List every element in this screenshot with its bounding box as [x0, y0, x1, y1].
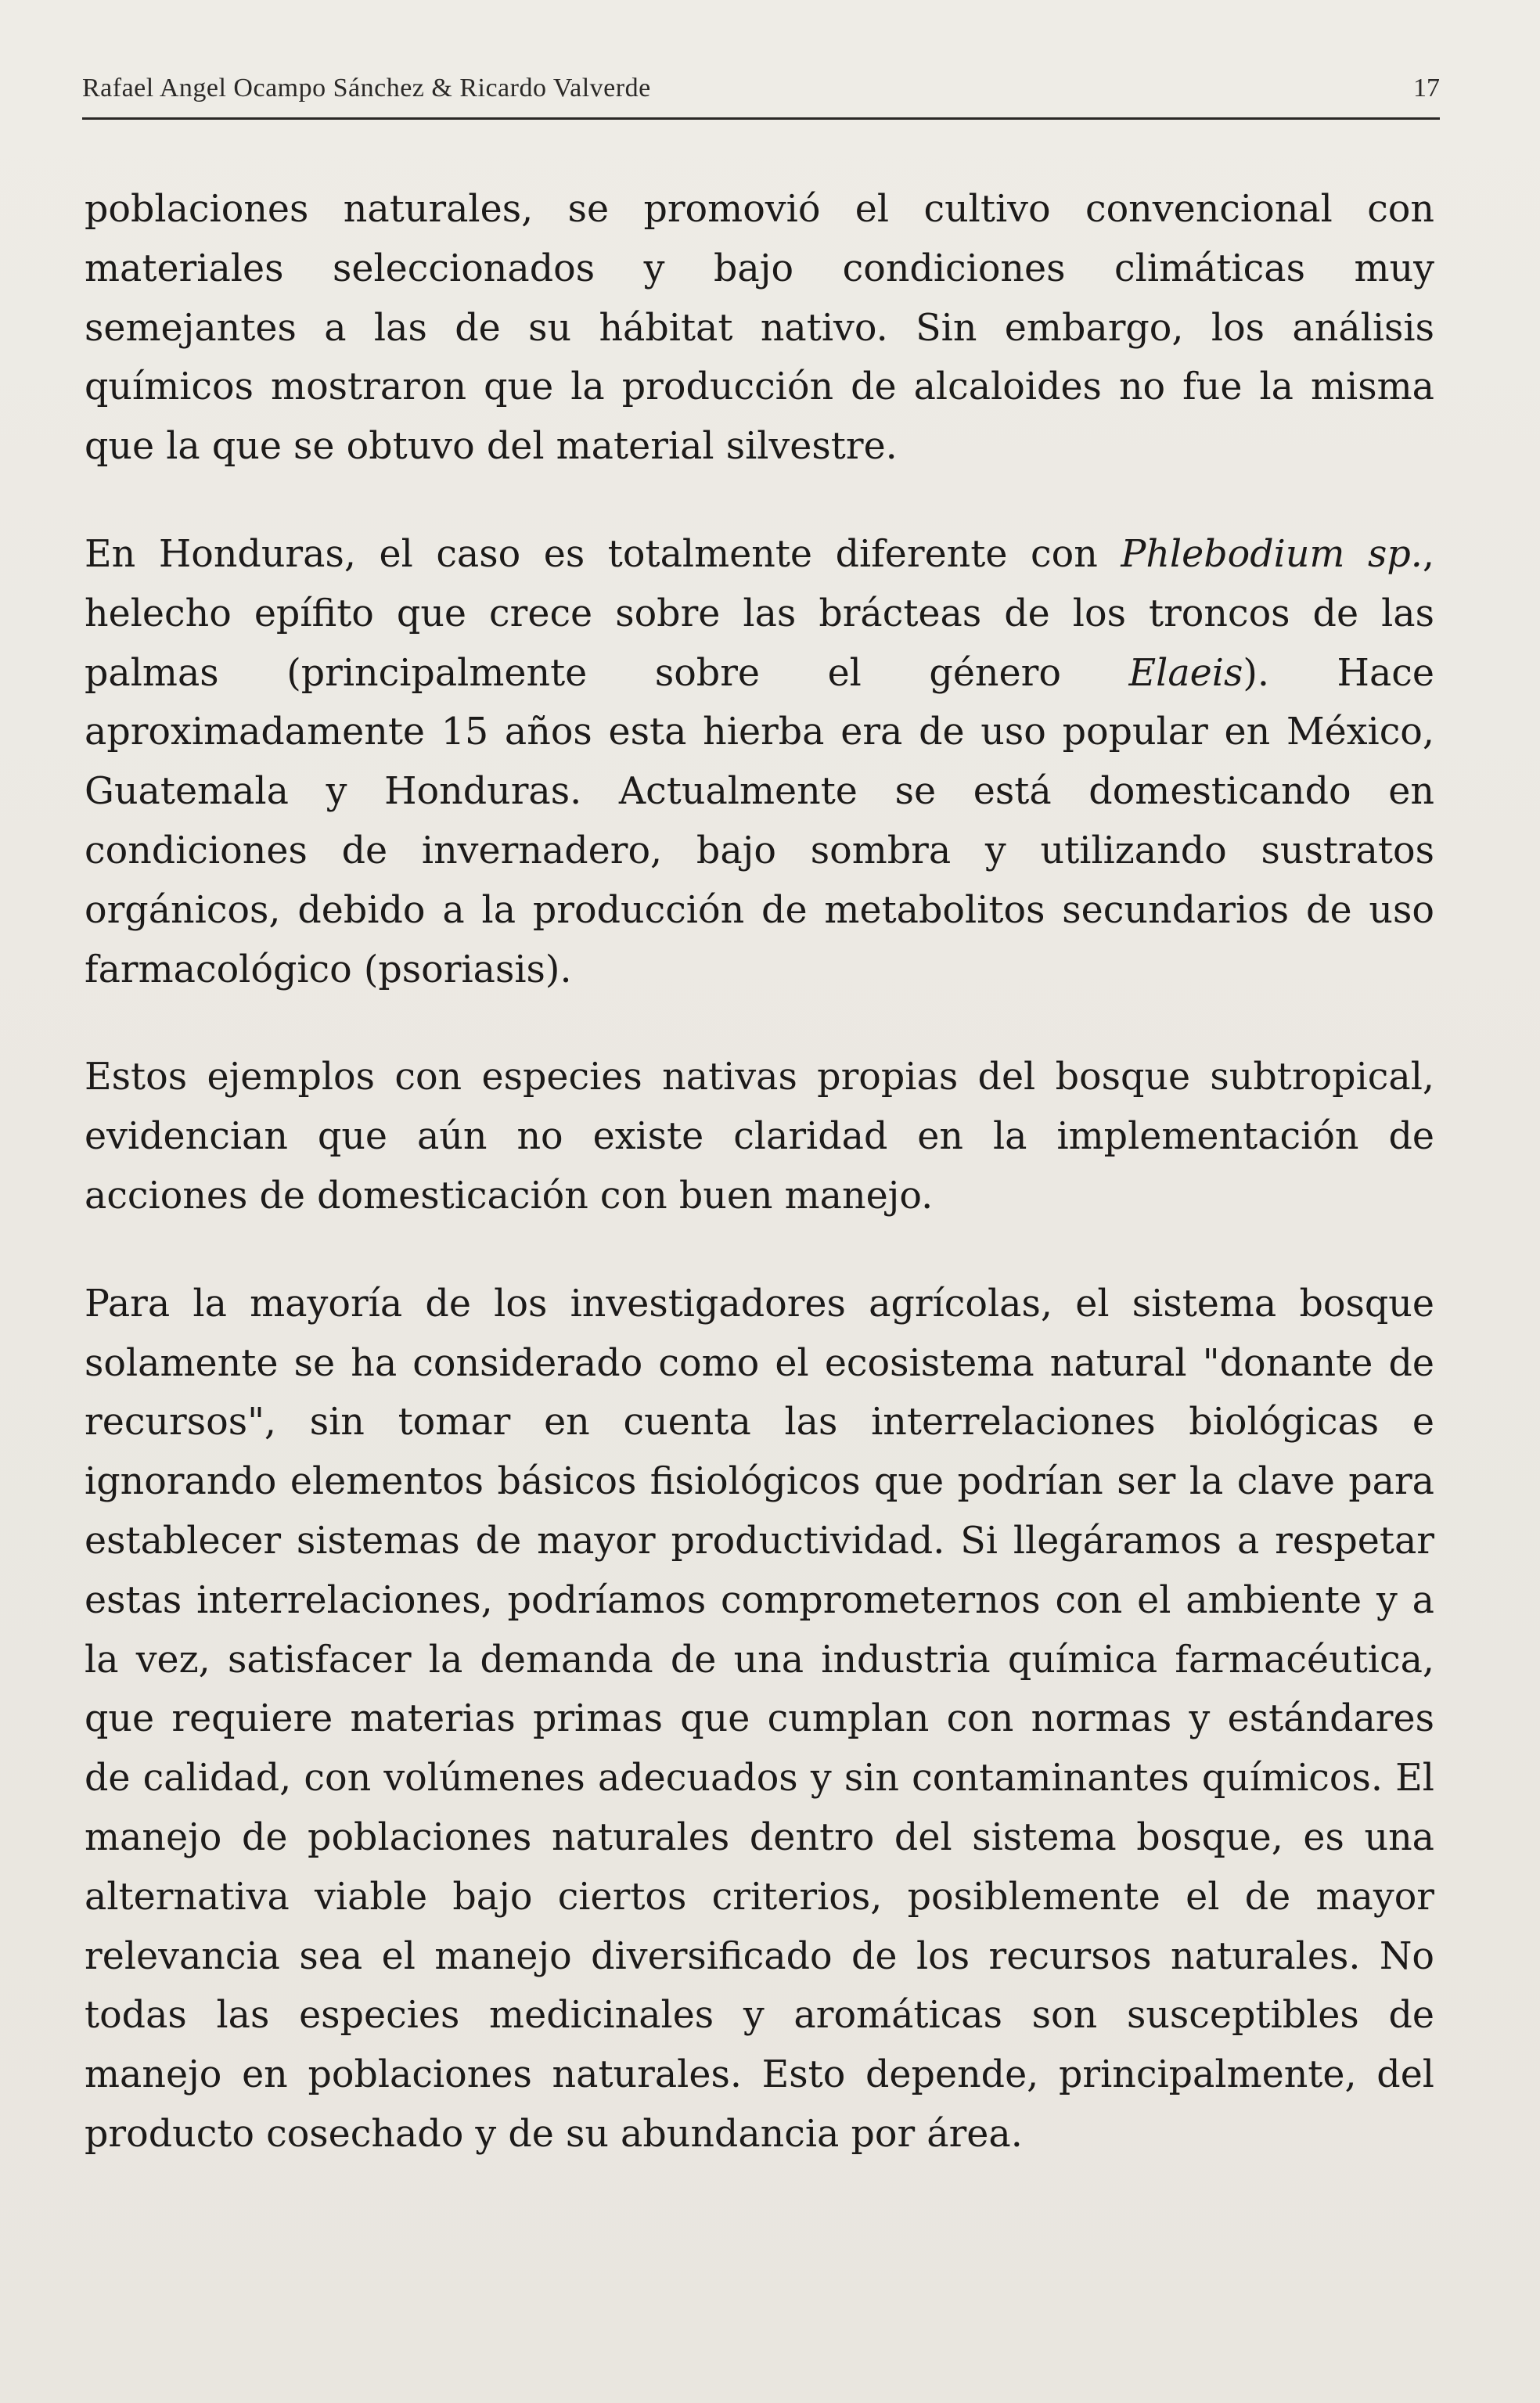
running-header	[82, 72, 1440, 120]
paragraph-2	[85, 525, 1434, 999]
paragraph-2-part-2: , helecho epífito que crece sobre las brácteas de los troncos de las palmas (principalmente sobre el género	[85, 532, 1434, 695]
paragraph-2-part-3: ). Hace aproximadamente 15 años esta hierba era de uso popular en México, Guatemala y Honduras. Actualmente se está domesticando en condiciones de invernadero, bajo sombra y utilizando sustratos orgánicos, debido a la producción de metabolitos secundarios de uso farmacológico (psoriasis).	[85, 651, 1434, 991]
paragraph-1: poblaciones naturales, se promovió el cultivo convencional con materiales seleccionados y bajo condiciones climáticas muy semejantes a las de su hábitat nativo. Sin embargo, los análisis químicos mostraron que la producción de alcaloides no fue la misma que la que se obtuvo del material silvestre.	[85, 188, 1434, 469]
species-name-phlebodium: Phlebodium sp.	[1121, 532, 1423, 576]
paragraph-4: Para la mayoría de los investigadores agrícolas, el sistema bosque solamente se ha considerado como el ecosistema natural "donante de recursos", sin tomar en cuenta las interrelaciones biológicas e ignorando elementos básicos fisiológicos que podrían ser la clave para establecer sistemas de mayor productividad. Si llegáramos a respetar estas interrelaciones, podríamos comprometernos con el ambiente y a la vez, satisfacer la demanda de una industria química farmacéutica, que requiere materias primas que cumplan con normas y estándares de calidad, con volúmenes adecuados y sin contaminantes químicos. El manejo de poblaciones naturales dentro del sistema bosque, es una alternativa viable bajo ciertos criterios, posiblemente el de mayor relevancia sea el manejo diversificado de los recursos naturales. No todas las especies medicinales y aromáticas son susceptibles de manejo en poblaciones naturales. Esto depende, principalmente, del producto cosechado y de su abundancia por área.	[85, 1282, 1434, 2156]
body-text	[85, 180, 1434, 2164]
page-number: 17	[1413, 74, 1440, 103]
header-authors: Rafael Angel Ocampo Sánchez & Ricardo Valverde	[82, 74, 651, 103]
paragraph-2-part-1: En Honduras, el caso es totalmente diferente con	[85, 532, 1121, 576]
paragraph-3: Estos ejemplos con especies nativas propias del bosque subtropical, evidencian que aún no existe claridad en la implementación de acciones de domesticación con buen manejo.	[85, 1056, 1434, 1218]
genus-name-elaeis: Elaeis	[1128, 651, 1243, 695]
